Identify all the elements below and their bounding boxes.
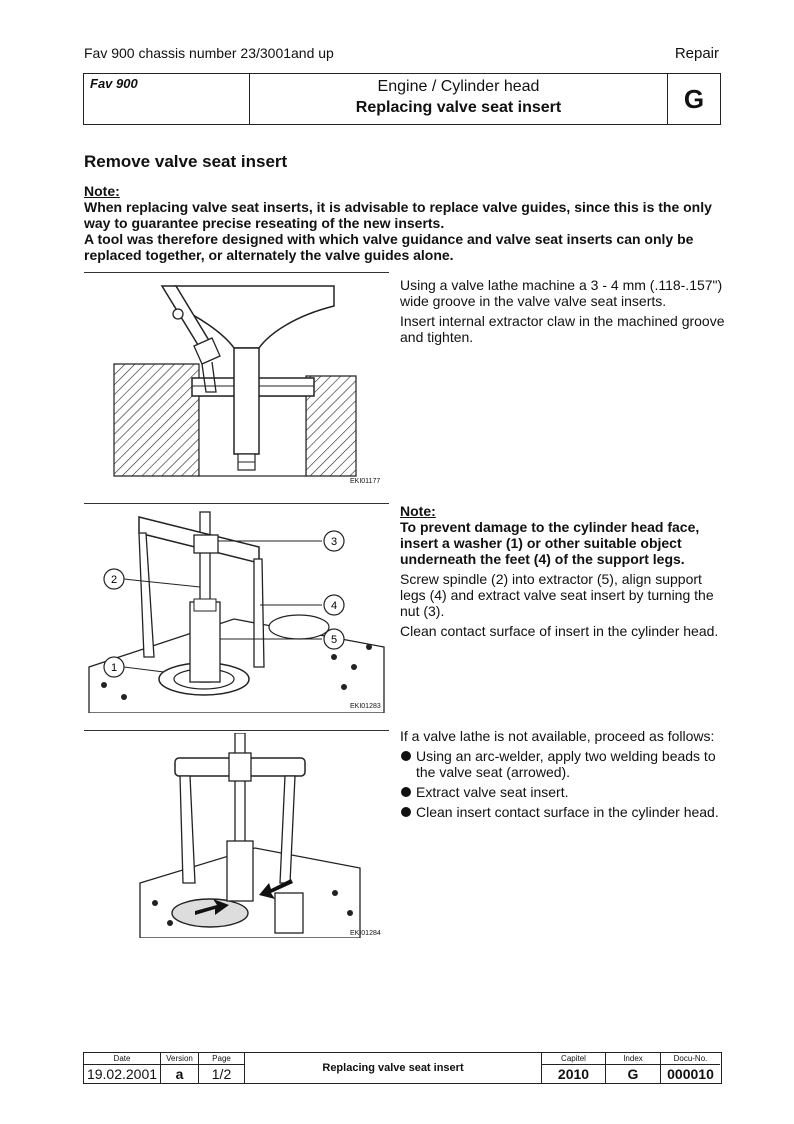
- step2-text: [400, 503, 730, 643]
- step2-paragraph: Clean contact surface of insert in the cylinder head.: [400, 623, 719, 639]
- list-item: Using an arc-welder, apply two welding beads to the valve seat (arrowed).: [400, 748, 730, 780]
- page-title: Remove valve seat insert: [84, 152, 288, 171]
- figure-id: EKI01177: [350, 478, 381, 485]
- figure-id: EKI01284: [350, 930, 381, 937]
- footer-version-cell: Version a: [160, 1053, 198, 1083]
- list-item: Extract valve seat insert.: [400, 784, 730, 800]
- footer-index: G: [627, 1066, 639, 1082]
- step3-list: [400, 748, 730, 820]
- header-box: [83, 73, 721, 125]
- footer-title: Replacing valve seat insert: [244, 1053, 541, 1083]
- footer-index-cell: Index G: [605, 1053, 660, 1083]
- section-divider: [84, 272, 389, 273]
- footer-table: [83, 1052, 722, 1084]
- callout-4: 4: [330, 600, 338, 612]
- bullet-icon: [401, 787, 411, 797]
- header-subject: Replacing valve seat insert: [355, 99, 562, 116]
- callout-3: 3: [330, 536, 338, 548]
- list-item: Clean insert contact surface in the cylinder head.: [400, 804, 730, 820]
- note-line: When replacing valve seat inserts, it is advisable to replace valve guides, since this is the only: [84, 199, 712, 215]
- bullet-icon: [401, 807, 411, 817]
- header-title-cell: [250, 74, 668, 124]
- step2-note-heading: Note:: [400, 503, 436, 519]
- callout-2: 2: [110, 574, 118, 586]
- note-line: A tool was therefore designed with which valve guidance and valve seat inserts can only be: [84, 231, 694, 247]
- extractor-figure: [84, 507, 389, 713]
- section-divider: [84, 730, 389, 731]
- header-index-letter: G: [683, 84, 705, 114]
- footer-docu-cell: Docu-No. 000010: [660, 1053, 720, 1083]
- welding-extract-figure: [135, 733, 389, 938]
- valve-lathe-figure: [84, 276, 389, 490]
- footer-date-cell: Date 19.02.2001: [84, 1053, 160, 1083]
- step1-paragraph: Insert internal extractor claw in the machined groove and tighten.: [400, 313, 725, 345]
- note-line: way to guarantee precise reseating of the new inserts.: [84, 215, 445, 231]
- footer-capitel: 2010: [557, 1066, 590, 1082]
- section-divider: [84, 503, 389, 504]
- document-category: Repair: [674, 45, 719, 62]
- note-body: [84, 199, 734, 263]
- header-model: Fav 900: [90, 76, 138, 91]
- bullet-icon: [401, 751, 411, 761]
- header-model-cell: [84, 74, 250, 124]
- header-section: Engine / Cylinder head: [377, 78, 540, 95]
- footer-date: 19.02.2001: [86, 1066, 158, 1082]
- step1-text: [400, 277, 730, 349]
- note-heading: Note:: [84, 183, 120, 199]
- callout-5: 5: [330, 634, 338, 646]
- step2-note-text: To prevent damage to the cylinder head face, insert a washer (1) or other suitable object underneath the feet (4) of the support legs.: [400, 519, 700, 567]
- step1-paragraph: Using a valve lathe machine a 3 - 4 mm (.118-.157") wide groove in the valve valve seat inserts.: [400, 277, 723, 309]
- step2-paragraph: Screw spindle (2) into extractor (5), align support legs (4) and extract valve seat insert by turning the nut (3).: [400, 571, 714, 619]
- document-model-line: Fav 900 chassis number 23/3001and up: [84, 45, 334, 61]
- footer-version: a: [175, 1066, 184, 1082]
- step3-text: [400, 728, 730, 824]
- footer-page: 1/2: [211, 1066, 232, 1082]
- footer-page-cell: Page 1/2: [198, 1053, 244, 1083]
- callout-1: 1: [110, 662, 118, 674]
- footer-docu: 000010: [667, 1066, 714, 1082]
- step3-intro: If a valve lathe is not available, proceed as follows:: [400, 728, 715, 744]
- figure-id: EKI01283: [350, 703, 381, 710]
- footer-capitel-cell: Capitel 2010: [541, 1053, 605, 1083]
- note-line: replaced together, or alternately the valve guides alone.: [84, 247, 454, 263]
